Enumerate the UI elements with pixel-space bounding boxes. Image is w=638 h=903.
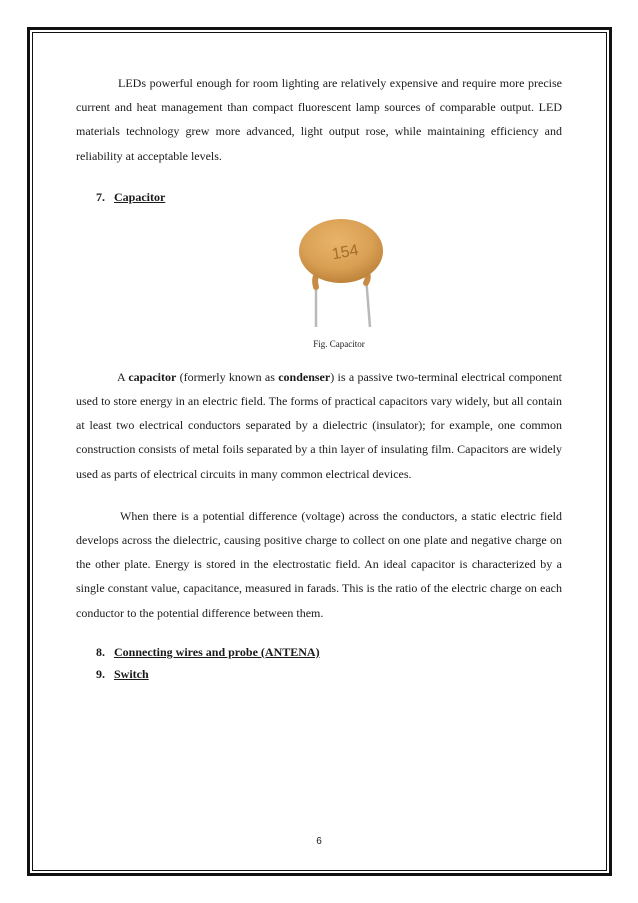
section-9-title: Switch: [114, 666, 149, 681]
capacitor-image: [286, 217, 396, 329]
capacitor-figure: [76, 211, 562, 357]
section-8-number: 8.: [96, 644, 105, 659]
capacitor-text-start: A: [117, 369, 129, 384]
capacitor-text-middle: (formerly known as: [176, 369, 279, 384]
paragraph-capacitor: [76, 365, 562, 486]
figure-caption: Fig. Capacitor: [313, 338, 365, 349]
term-condenser: condenser: [278, 369, 331, 384]
section-7-heading: [76, 187, 562, 207]
section-8-title: Connecting wires and probe (ANTENA): [114, 644, 320, 659]
section-7-title: Capacitor: [114, 189, 166, 204]
section-8-heading: [76, 642, 562, 662]
capacitor-marking: 154: [330, 241, 360, 264]
section-9-number: 9.: [96, 666, 105, 681]
page-number: 6: [316, 836, 322, 847]
paragraph-leds: LEDs powerful enough for room lighting are relatively expensive and require more precise current and heat management than compact fluorescent lamp sources of comparable output. LED materials technology grew more advanced, light output rose, while maintaining efficiency and reliability at acceptable levels.: [76, 76, 562, 163]
section-7-number: 7.: [96, 189, 105, 204]
term-capacitor: capacitor: [128, 369, 177, 384]
capacitor-text-end: ) is a passive two-terminal electrical component used to store energy in an electric field. The forms of practical capacitors vary widely, but all contain at least two electrical conductors separated by a dielectric (insulator); for example, one common construction consists of metal foils separated by a thin layer of insulating film. Capacitors are widely used as parts of electrical circuits in many common electrical devices.: [76, 369, 562, 481]
section-9-heading: [76, 664, 562, 684]
paragraph-potential-difference: When there is a potential difference (voltage) across the conductors, a static electric field develops across the dielectric, causing positive charge to collect on one plate and negative charge on the other plate. Energy is stored in the electrostatic field. An ideal capacitor is characterized by a single constant value, capacitance, measured in farads. This is the ratio of the electric charge on each conductor to the potential difference between them.: [76, 508, 562, 620]
page-content: [76, 71, 562, 684]
